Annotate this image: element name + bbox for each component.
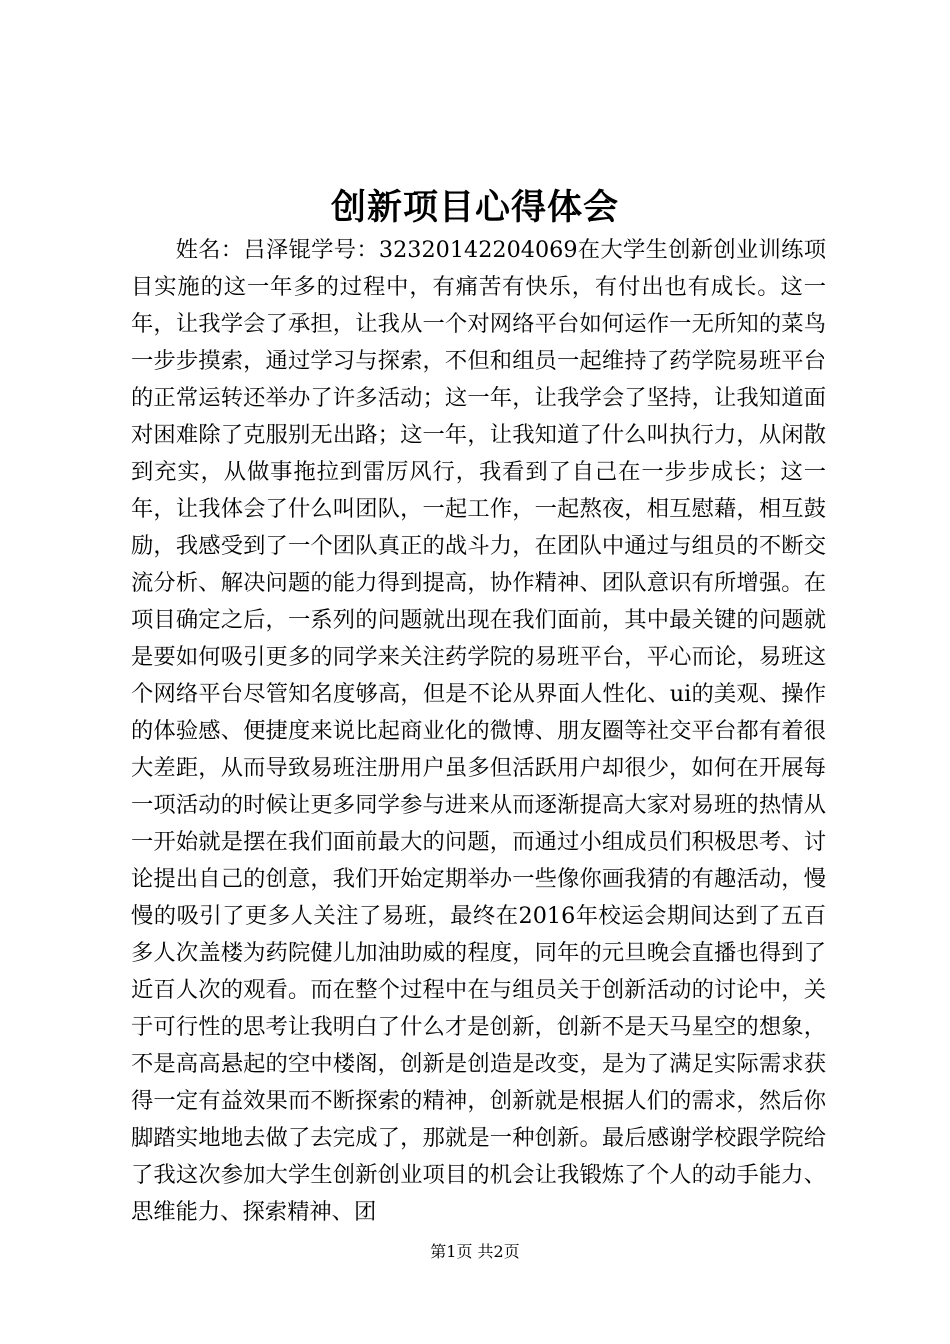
document-title: 创新项目心得体会 — [330, 187, 619, 228]
document-body-paragraph: 姓名：吕泽锟学号：32320142204069在大学生创新创业训练项目实施的这一年多的过程中，有痛苦有快乐，有付出也有成长。这一年，让我学会了承担，让我从一个对网络平台如何运作一无所知的菜鸟一步步摸索，通过学习与探索，不但和组员一起维持了药学院易班平台的正常运转还举办了许多活动；这一年，让我学会了坚持，让我知道面对困难除了克服别无出路；这一年，让我知道了什么叫执行力，从闲散到充实，从做事拖拉到雷厉风行，我看到了自己在一步步成长；这一年，让我体会了什么叫团队，一起工作，一起熬夜，相互慰藉，相互鼓励，我感受到了一个团队真正的战斗力，在团队中通过与组员的不断交流分析、解决问题的能力得到提高，协作精神、团队意识有所增强。在项目确定之后，一系列的问题就出现在我们面前，其中最关键的问题就是要如何吸引更多的同学来关注药学院的易班平台，平心而论，易班这个网络平台尽管知名度够高，但是不论从界面人性化、ui的美观、操作的体验感、便捷度来说比起商业化的微博、朋友圈等社交平台都有着很大差距，从而导致易班注册用户虽多但活跃用户却很少，如何在开展每一项活动的时候让更多同学参与进来从而逐渐提高大家对易班的热情从一开始就是摆在我们面前最大的问题，而通过小组成员们积极思考、讨论提出自己的创意，我们开始定期举办一些像你画我猜的有趣活动，慢慢的吸引了更多人关注了易班，最终在2016年校运会期间达到了五百多人次盖楼为药院健儿加油助威的程度，同年的元旦晚会直播也得到了近百人次的观看。而在整个过程中在与组员关于创新活动的讨论中，关于可行性的思考让我明白了什么才是创新，创新不是天马星空的想象，不是高高悬起的空中楼阁，创新是创造是改变，是为了满足实际需求获得一定有益效果而不断探索的精神，创新就是根据人们的需求，然后你脚踏实地地去做了去完成了，那就是一种创新。最后感谢学校跟学院给了我这次参加大学生创新创业项目的机会让我锻炼了个人的动手能力、思维能力、探索精神、团 — [131, 237, 826, 1225]
page-number-footer: 第1页 共2页 — [430, 1242, 520, 1261]
